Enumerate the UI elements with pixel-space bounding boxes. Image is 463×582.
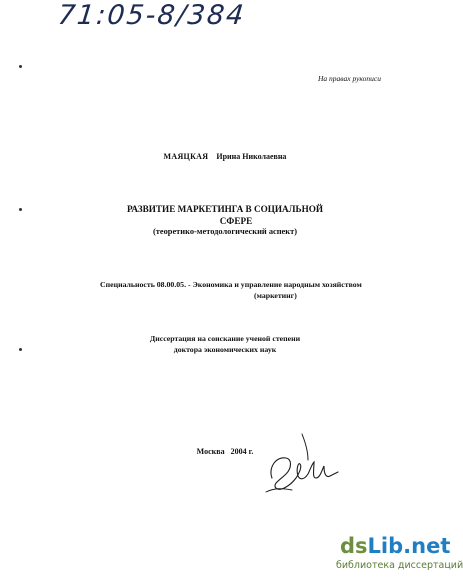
degree-line-2: доктора экономических наук	[173, 345, 277, 354]
dslib-logo-part2: Lib.net	[367, 534, 451, 558]
dslib-logo	[340, 534, 450, 558]
year: 2004 г.	[230, 447, 254, 456]
handwritten-signature	[262, 430, 344, 504]
degree-line-1: Диссертация на соискание ученой степени	[149, 334, 301, 343]
specialty-line-2: (маркетинг)	[254, 291, 297, 300]
specialty-block	[100, 279, 362, 301]
rights-notice: На правах рукописи	[318, 74, 381, 83]
author-surname: МАЯЦКАЯ	[163, 152, 209, 161]
degree-statement	[0, 333, 450, 355]
dissertation-title	[0, 203, 450, 227]
margin-dot	[19, 65, 22, 68]
title-line-1: РАЗВИТИЕ МАРКЕТИНГА В СОЦИАЛЬНОЙ	[126, 204, 324, 214]
dslib-tagline: библиотека диссертаций	[336, 560, 463, 571]
place-and-year	[0, 447, 450, 456]
handwritten-catalog-number: 71:05-8/384	[56, 0, 248, 31]
author-name	[0, 152, 450, 161]
dslib-logo-part1: ds	[340, 534, 368, 558]
city: Москва	[196, 447, 225, 456]
dissertation-subtitle: (теоретико-методологический аспект)	[152, 227, 298, 236]
title-line-2: СФЕРЕ	[219, 216, 253, 226]
author-given-name: Ирина Николаевна	[216, 152, 287, 161]
specialty-line-1: Специальность 08.00.05. - Экономика и управление народным хозяйством	[100, 280, 362, 289]
